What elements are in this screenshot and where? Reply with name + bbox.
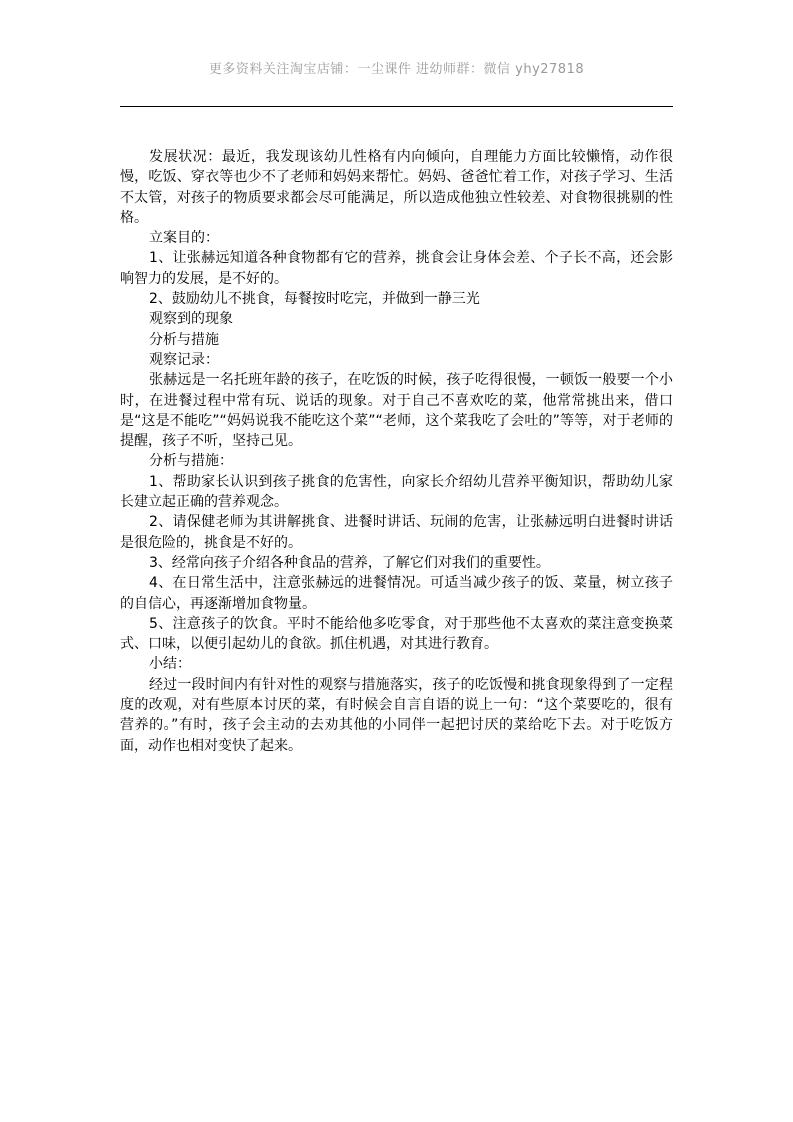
paragraph-measures-heading: 分析与措施： bbox=[149, 453, 233, 470]
paragraph-record: 张赫远是一名托班年龄的孩子，在吃饭的时候，孩子吃得很慢，一顿饭一般要一个小时，在进餐过程中常有玩、说话的现象。对于自己不喜欢吃的菜，他常常挑出来，借口是“这是不能吃”“妈妈说我不能吃这个菜”“老师，这个菜我吃了会吐的”等等，对于老师的提醒，孩子不听，坚持己见。 bbox=[120, 372, 673, 450]
paragraph-analysis-heading: 分析与措施 bbox=[149, 331, 219, 348]
paragraph-status: 发展状况：最近，我发现该幼儿性格有内向倾向，自理能力方面比较懒惰，动作很慢，吃饭、穿衣等也少不了老师和妈妈来帮忙。妈妈、爸爸忙着工作，对孩子学习、生活不太管，对孩子的物质要求都会尽可能满足，所以造成他独立性较差、对食物很挑剔的性格。 bbox=[120, 149, 673, 226]
paragraph-purpose-2: 2、鼓励幼儿不挑食，每餐按时吃完，并做到一静三光 bbox=[149, 291, 480, 308]
paragraph-observed-heading: 观察到的现象 bbox=[149, 311, 233, 328]
paragraph-measure-3: 3、经常向孩子介绍各种食品的营养，了解它们对我们的重要性。 bbox=[149, 554, 550, 571]
paragraph-measure-2: 2、请保健老师为其讲解挑食、进餐时讲话、玩闹的危害，让张赫远明白进餐时讲话是很危险的，挑食是不好的。 bbox=[120, 514, 673, 551]
page-header: 更多资料关注淘宝店铺：一尘课件 进幼师群：微信 yhy27818 bbox=[208, 62, 585, 77]
paragraph-measure-1: 1、帮助家长认识到孩子挑食的危害性，向家长介绍幼儿营养平衡知识，帮助幼儿家长建立起正确的营养观念。 bbox=[120, 473, 673, 511]
paragraph-purpose-heading: 立案目的： bbox=[149, 230, 219, 247]
paragraph-summary-heading: 小结： bbox=[149, 656, 191, 673]
paragraph-purpose-1: 1、让张赫远知道各种食物都有它的营养，挑食会让身体会差、个子长不高，还会影响智力的发展，是不好的。 bbox=[120, 250, 673, 287]
document-body bbox=[120, 147, 673, 756]
paragraph-measure-5: 5、注意孩子的饮食。平时不能给他多吃零食，对于那些他不太喜欢的菜注意变换菜式、口味，以便引起幼儿的食欲。抓住机遇，对其进行教育。 bbox=[120, 615, 673, 653]
header-divider bbox=[120, 106, 673, 107]
paragraph-record-heading: 观察记录： bbox=[149, 351, 219, 368]
paragraph-measure-4: 4、在日常生活中，注意张赫远的进餐情况。可适当减少孩子的饭、菜量，树立孩子的自信心，再逐渐增加食物量。 bbox=[120, 575, 673, 612]
paragraph-summary: 经过一段时间内有针对性的观察与措施落实，孩子的吃饭慢和挑食现象得到了一定程度的改观，对有些原本讨厌的菜，有时候会自言自语的说上一句：“这个菜要吃的，很有营养的。”有时，孩子会主动的去劝其他的小同伴一起把讨厌的菜给吃下去。对于吃饭方面，动作也相对变快了起来。 bbox=[120, 676, 673, 754]
